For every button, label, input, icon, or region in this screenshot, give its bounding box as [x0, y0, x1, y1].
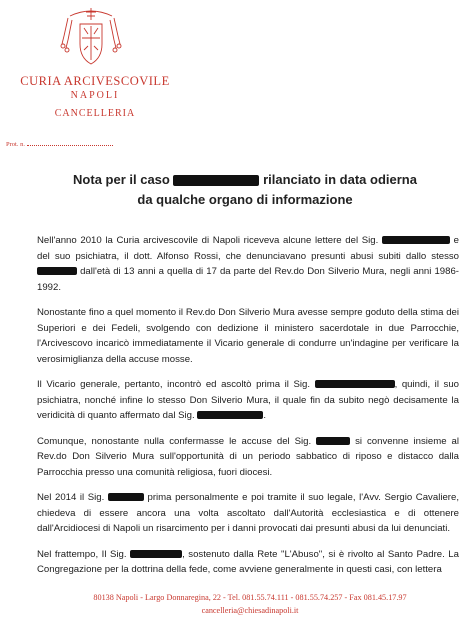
redaction-mark — [37, 267, 77, 275]
footer-email: cancelleria@chiesadinapoli.it — [201, 606, 299, 615]
paragraph-6 — [37, 547, 459, 578]
org-name: CURIA ARCIVESCOVILE — [20, 74, 170, 88]
protocol-number-line — [6, 141, 113, 148]
p5-text-b: prima personalmente e poi tramite il suo legale, l'Avv. Sergio Cavaliere, chiedeva di essere ancora una volta ascoltato dall'Autorità ecclesiastica e di ottenere dall'Arcidiocesi di Napoli un risarcimento per i danni provocati dai presunti abusi da lui denunciati. — [37, 492, 459, 534]
title-line2: da qualche organo di informazione — [137, 192, 353, 207]
p6-text-b: , sostenuto dalla Rete "L'Abuso", si è rivolto al Santo Padre. La Congregazione per la dottrina della fede, come avviene generalmente in questi casi, con lettera — [37, 548, 459, 575]
document-title — [40, 170, 450, 210]
redaction-mark — [108, 493, 144, 501]
protocol-label: Prot. n. — [6, 141, 25, 148]
title-part1: Nota per il caso — [73, 172, 170, 187]
p4-text-b: si convenne insieme al Rev.do Don Silverio Mura sull'opportunità di un periodo sabbatico di riposo e distacco dalla Parrocchia presso una comunità religiosa, fuori diocesi. — [37, 435, 460, 478]
redaction-mark — [173, 175, 259, 186]
paragraph-1 — [37, 233, 459, 295]
p3-text-b: , quindi, il suo psichiatra, nonché infine lo stesso Don Silverio Mura, il quale fin da subito negò decisamente la veridicità di quanto affermato dal Sig. — [37, 379, 459, 421]
coat-of-arms-icon — [60, 6, 122, 68]
title-part2: rilanciato in data odierna — [263, 172, 417, 187]
p3-text-c: . — [263, 410, 267, 421]
p1-text-b: e del suo psichiatra, il dott. Alfonso Rossi, che denunciavano presunti abusi subiti dallo stesso — [37, 235, 459, 262]
p1-text-c: dall'età di 13 anni a quella di 17 da parte del Rev.do Don Silverio Mura, negli anni 1986-1992. — [37, 266, 459, 293]
redaction-mark — [382, 236, 450, 244]
paragraph-5 — [37, 490, 459, 537]
paragraph-4 — [37, 434, 459, 481]
redaction-mark — [315, 380, 395, 388]
org-city: NAPOLI — [70, 90, 120, 101]
p1-text-a: Nell'anno 2010 la Curia arcivescovile di Napoli riceveva alcune lettere del Sig. — [37, 235, 379, 246]
p4-text-a: Comunque, nonostante nulla confermasse le accuse del Sig. — [37, 435, 312, 447]
paragraph-2: Nonostante fino a quel momento il Rev.do Don Silverio Mura avesse sempre goduto della stima dei Superiori e dei Fedeli, svolgendo con dedizione il ministero sacerdotale in due Parrocchie, l'Arcivescovo incaricò immediatamente il Vicario generale di condurre un'indagine per verificare la verosimiglianza della accuse mosse. — [37, 307, 459, 365]
letterhead-footer — [30, 591, 470, 617]
redaction-mark — [197, 411, 263, 419]
org-office: CANCELLERIA — [54, 108, 136, 119]
footer-address: 80138 Napoli - Largo Donnaregina, 22 - Tel. 081.55.74.111 - 081.55.74.257 - Fax 081.45.17.97 — [93, 593, 407, 602]
redaction-mark — [316, 437, 350, 445]
paragraph-3 — [37, 377, 459, 424]
redaction-mark — [130, 550, 182, 558]
p5-text-a: Nel 2014 il Sig. — [37, 492, 105, 503]
protocol-dotted-field — [27, 145, 113, 146]
p6-text-a: Nel frattempo, Il Sig. — [37, 548, 127, 560]
document-body — [37, 233, 459, 588]
p3-text-a: Il Vicario generale, pertanto, incontrò ed ascoltò prima il Sig. — [37, 379, 311, 390]
